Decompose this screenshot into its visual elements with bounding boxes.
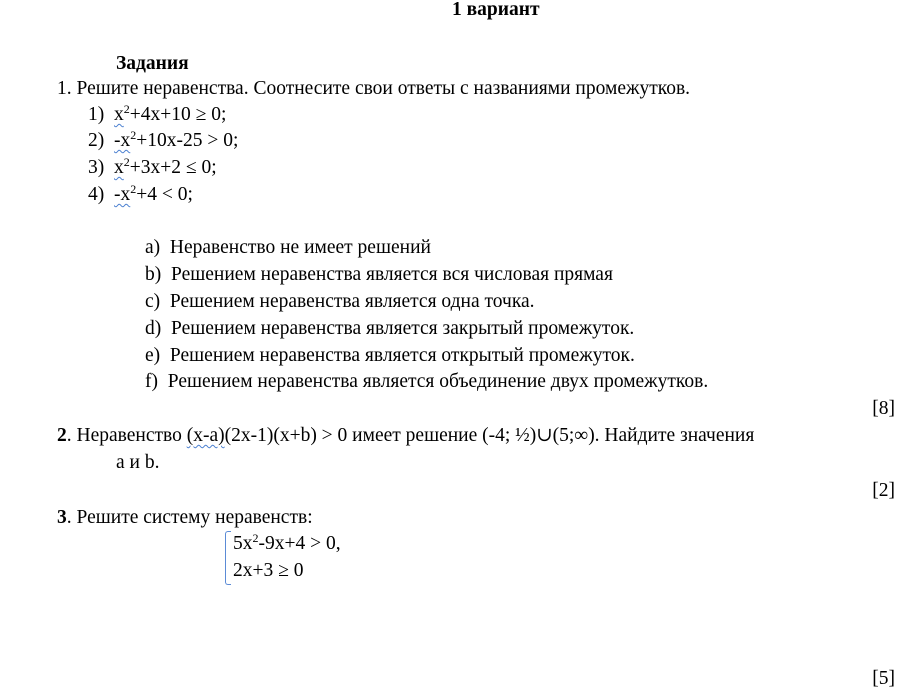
task3-dot: . bbox=[66, 507, 72, 528]
option-letter: c) bbox=[145, 291, 161, 312]
option-text: Решением неравенства является объединение двух промежутков. bbox=[167, 371, 709, 392]
variant-title: 1 вариант bbox=[452, 0, 540, 20]
inequality-lhs: x bbox=[114, 104, 124, 125]
task3-prompt bbox=[57, 508, 313, 528]
option-letter: e) bbox=[145, 345, 161, 366]
option-text: Решением неравенства является закрытый промежуток. bbox=[171, 318, 635, 339]
task3-number: 3 bbox=[57, 507, 67, 528]
exponent: 2 bbox=[123, 155, 130, 169]
option-f bbox=[145, 372, 708, 392]
option-letter: d) bbox=[145, 318, 162, 339]
tasks-heading: Задания bbox=[116, 53, 189, 74]
inequality-lhs: -x bbox=[114, 184, 131, 205]
task2-text-a: Неравенство bbox=[71, 425, 187, 446]
inequality-number: 1) bbox=[88, 104, 105, 125]
system-brace bbox=[225, 531, 231, 585]
option-a bbox=[145, 238, 431, 258]
task3-marks: [5] bbox=[872, 668, 895, 689]
option-d bbox=[145, 319, 634, 339]
task1-text: Решите неравенства. Соотнесите свои ответы с названиями промежутков. bbox=[76, 78, 691, 99]
task2-marks: [2] bbox=[872, 480, 895, 501]
option-letter: b) bbox=[145, 264, 162, 285]
option-c bbox=[145, 292, 535, 312]
task2-number: 2 bbox=[57, 425, 67, 446]
inequality-3 bbox=[88, 155, 217, 178]
inequality-rest: +4 < 0; bbox=[136, 184, 193, 205]
inequality-4 bbox=[88, 182, 193, 205]
task2-expression: (x-a) bbox=[186, 425, 225, 446]
inequality-number: 2) bbox=[88, 130, 105, 151]
option-e bbox=[145, 346, 635, 366]
task1-number: 1. bbox=[57, 78, 72, 99]
inequality-rest: +4x+10 ≥ 0; bbox=[129, 104, 227, 125]
system-line-1 bbox=[233, 531, 341, 554]
option-b bbox=[145, 265, 613, 285]
option-text: Решением неравенства является одна точка. bbox=[169, 291, 535, 312]
exponent: 2 bbox=[130, 128, 137, 142]
task2-text-b: (2x-1)(x+b) > 0 имеет решение (-4; ½)∪(5;∞). Найдите значения bbox=[224, 425, 755, 446]
inequality-rest: +10x-25 > 0; bbox=[136, 130, 239, 151]
inequality-lhs: x bbox=[114, 157, 124, 178]
inequality-lhs: -x bbox=[114, 130, 131, 151]
system-lhs: 2x+3 ≥ 0 bbox=[233, 560, 304, 581]
exponent: 2 bbox=[123, 102, 130, 116]
task1-prompt bbox=[57, 79, 690, 99]
inequality-2 bbox=[88, 128, 239, 151]
option-text: Решением неравенства является вся числовая прямая bbox=[171, 264, 613, 285]
exponent: 2 bbox=[252, 531, 259, 545]
task2-line2: a и b. bbox=[116, 452, 160, 473]
inequality-rest: +3x+2 ≤ 0; bbox=[129, 157, 217, 178]
exponent: 2 bbox=[130, 182, 137, 196]
inequality-1 bbox=[88, 102, 227, 125]
option-text: Неравенство не имеет решений bbox=[169, 237, 431, 258]
option-text: Решением неравенства является открытый промежуток. bbox=[169, 345, 635, 366]
task1-marks: [8] bbox=[872, 398, 895, 419]
option-letter: a) bbox=[145, 237, 161, 258]
inequality-number: 3) bbox=[88, 157, 105, 178]
task2-dot: . bbox=[66, 425, 72, 446]
system-lhs: 5x bbox=[233, 533, 253, 554]
system-rest: -9x+4 > 0, bbox=[258, 533, 341, 554]
task2-prompt bbox=[57, 426, 754, 446]
task3-text: Решите систему неравенств: bbox=[71, 507, 313, 528]
system-line-2 bbox=[233, 561, 303, 581]
inequality-number: 4) bbox=[88, 184, 105, 205]
option-letter: f) bbox=[145, 371, 158, 392]
